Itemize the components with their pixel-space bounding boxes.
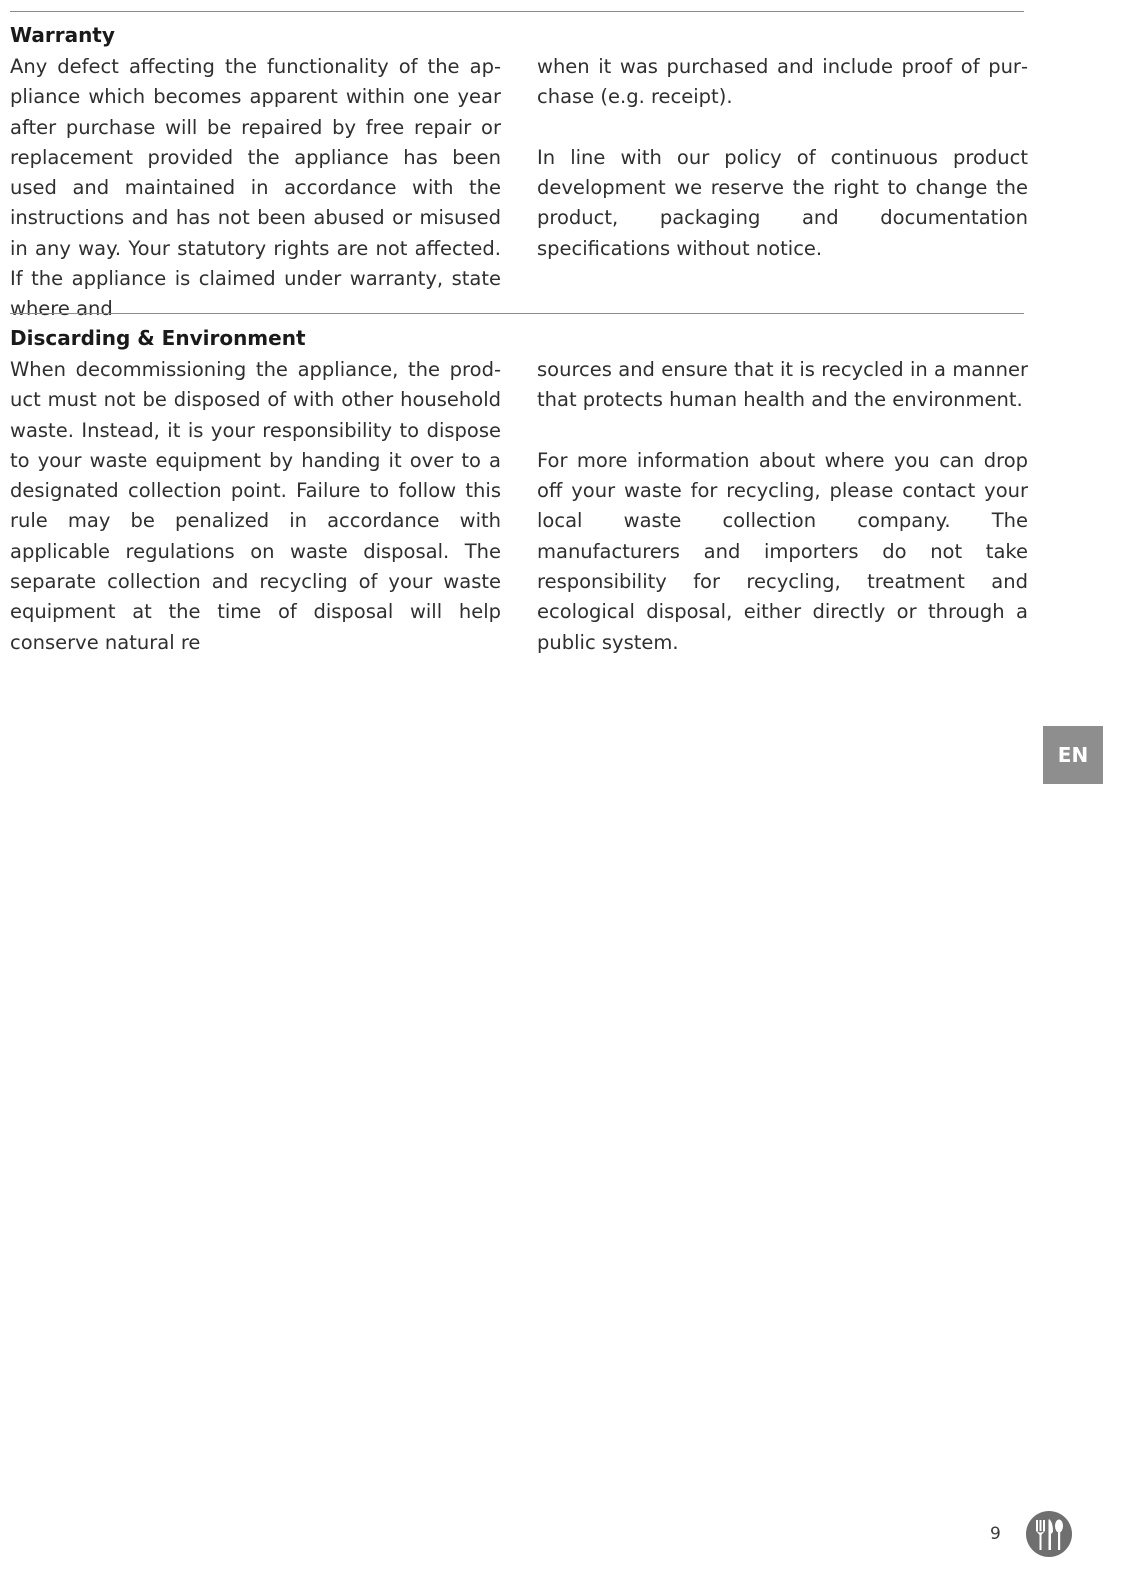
page-number: 9 [990,1524,1001,1544]
warranty-right-column [537,52,1028,264]
discarding-left-column [10,355,501,658]
warranty-paragraph-1: Any defect affecting the functionality of the appliance which becomes apparent within one year after purchase will be repaired by free repair or replacement provided the appliance has been used and maintained in accordance with the instructions and has not been abused or misused in any way. Your statutory rights are not affected. If the appliance is claimed under warranty, state where and [10,55,501,321]
warranty-heading: Warranty [10,23,115,47]
discarding-paragraph-1: When decommissioning the appliance, the product must not be disposed of with other household waste. Instead, it is your responsibility to dispose to your waste equipment by handing it over to a designated collection point. Failure to follow this rule may be penalized in accordance with applicable regulations on waste disposal. The separate collection and recycling of your waste equipment at the time of disposal will help conserve natural re [10,358,501,654]
language-tab: EN [1043,726,1103,784]
discarding-heading: Discarding & Environment [10,326,306,350]
discarding-paragraph-2: sources and ensure that it is recycled in a manner that protects human health and the environment. [537,358,1028,412]
cutlery-logo-icon [1025,1510,1073,1558]
warranty-paragraph-2: when it was purchased and include proof of purchase (e.g. receipt). [537,55,1028,109]
warranty-left-column [10,52,501,325]
discarding-top-divider [10,313,1024,314]
warranty-top-divider [10,11,1024,12]
discarding-right-column [537,355,1028,658]
discarding-paragraph-3: For more information about where you can drop off your waste for recycling, please contact your local waste collection company. The manufacturers and importers do not take responsibility for recycling, treatment and ecological disposal, either directly or through a public system. [537,448,1028,654]
warranty-paragraph-3: In line with our policy of continuous product development we reserve the right to change the product, packaging and documentation specifications without notice. [537,145,1028,260]
